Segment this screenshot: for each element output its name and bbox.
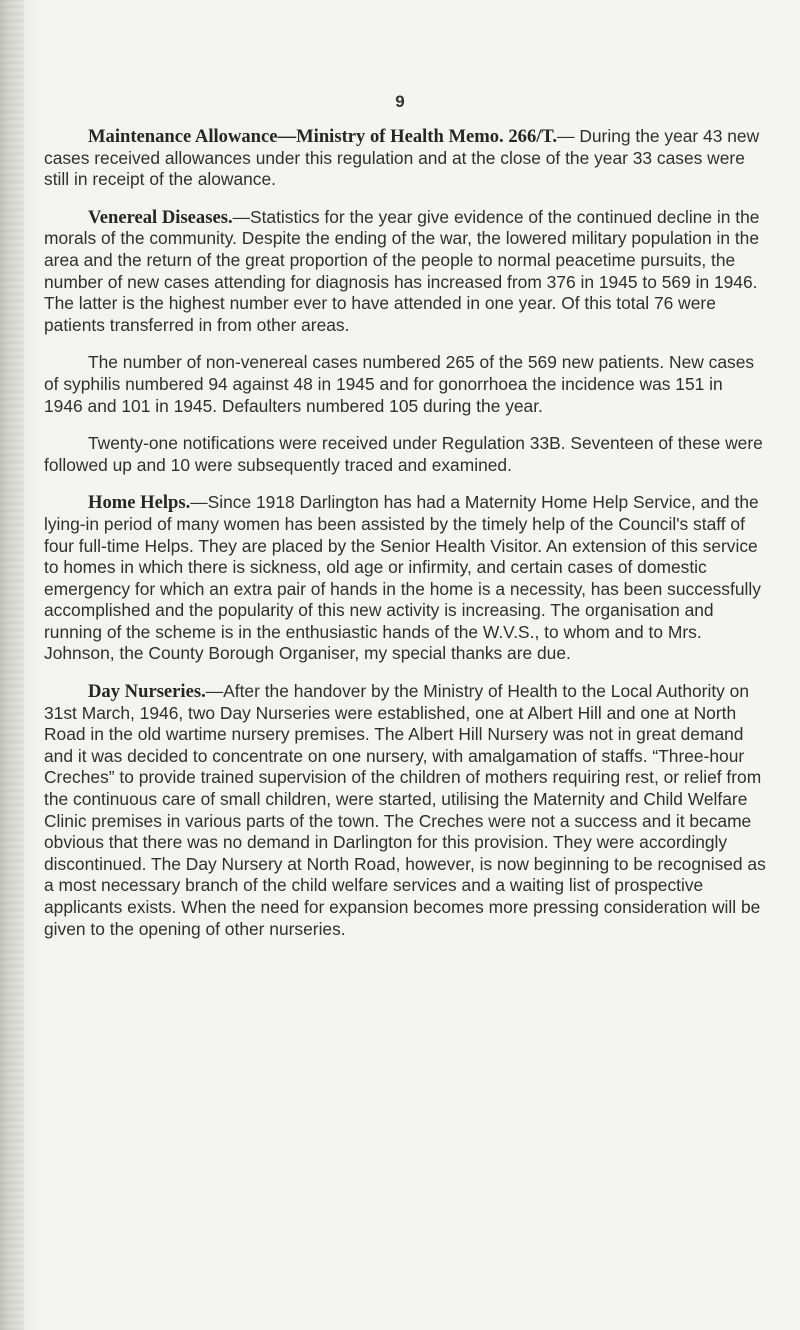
heading-day-nurseries: Day Nurseries. (88, 681, 206, 703)
paragraph-notifications (44, 433, 766, 476)
paragraph-home-helps (44, 492, 766, 665)
paragraph-non-venereal-cases (44, 352, 766, 417)
heading-home-helps: Home Helps. (88, 492, 191, 514)
paragraph-text: —Statistics for the year give evidence of the continued decline in the morals of the community. Despite the ending of the war, the lowered military population in the area and the return of the great proportion of the people to normal peacetime pursuits, the number of new cases attending for diagnosis has increased from 376 in 1945 to 569 in 1946. The latter is the highest number ever to have attended in one year. Of this total 76 were patients transferred in from other areas. (44, 206, 760, 335)
page-body (44, 126, 766, 940)
paragraph-text: The number of non-venereal cases numbered 265 of the 569 new patients. New cases of syphilis numbered 94 against 48 in 1945 and for gonorrhoea the incidence was 151 in 1946 and 101 in 1945. Defaulters numbered 105 during the year. (44, 352, 755, 416)
page-binding-edge (0, 0, 24, 1330)
paragraph-venereal-diseases (44, 207, 766, 337)
paragraph-text: —Since 1918 Darlington has had a Maternity Home Help Service, and the lying-in period of many women has been assisted by the timely help of the Council's staff of four full-time Helps. They are placed by the Senior Health Visitor. An extension of this service to homes in which there is sickness, old age or infirmity, and certain cases of domestic emergency for which an extra pair of hands in the home is a necessity, has been successfully accomplished and the popularity of this new activity is increasing. The organisation and running of the scheme is in the enthusiastic hands of the W.V.S., to whom and to Mrs. Johnson, the County Borough Organiser, my special thanks are due. (44, 492, 761, 664)
paragraph-day-nurseries (44, 681, 766, 940)
heading-venereal-diseases: Venereal Diseases. (88, 206, 233, 228)
paragraph-maintenance-allowance (44, 126, 766, 191)
paragraph-text: —After the handover by the Ministry of Health to the Local Authority on 31st March, 1946, two Day Nurseries were established, one at Albert Hill and one at North Road in the old wartime nursery premises. The Albert Hill Nursery was not in great demand and it was decided to concentrate on one nursery, with amalgamation of staffs. “Three-hour Creches” to provide trained supervision of the children of mothers requiring rest, or relief from the continuous care of small children, were started, utilising the Maternity and Child Welfare Clinic premises in various parts of the town. The Creches were not a success and it became obvious that there was no demand in Darlington for this provision. They were accordingly discontinued. The Day Nursery at North Road, however, is now beginning to be recognised as a most necessary branch of the child welfare services and a waiting list of prospective applicants exists. When the need for expansion becomes more pressing consideration will be given to the opening of other nurseries. (44, 681, 766, 939)
paragraph-text: Twenty-one notifications were received under Regulation 33B. Seventeen of these were followed up and 10 were subsequently traced and examined. (44, 433, 763, 475)
page-number: 9 (395, 92, 405, 111)
heading-maintenance-allowance: Maintenance Allowance—Ministry of Health Memo. 266/T. (88, 126, 558, 147)
paragraph-text: — During the year 43 new cases received allowances under this regulation and at the close of the year 33 cases were still in receipt of the alowance. (44, 126, 760, 190)
